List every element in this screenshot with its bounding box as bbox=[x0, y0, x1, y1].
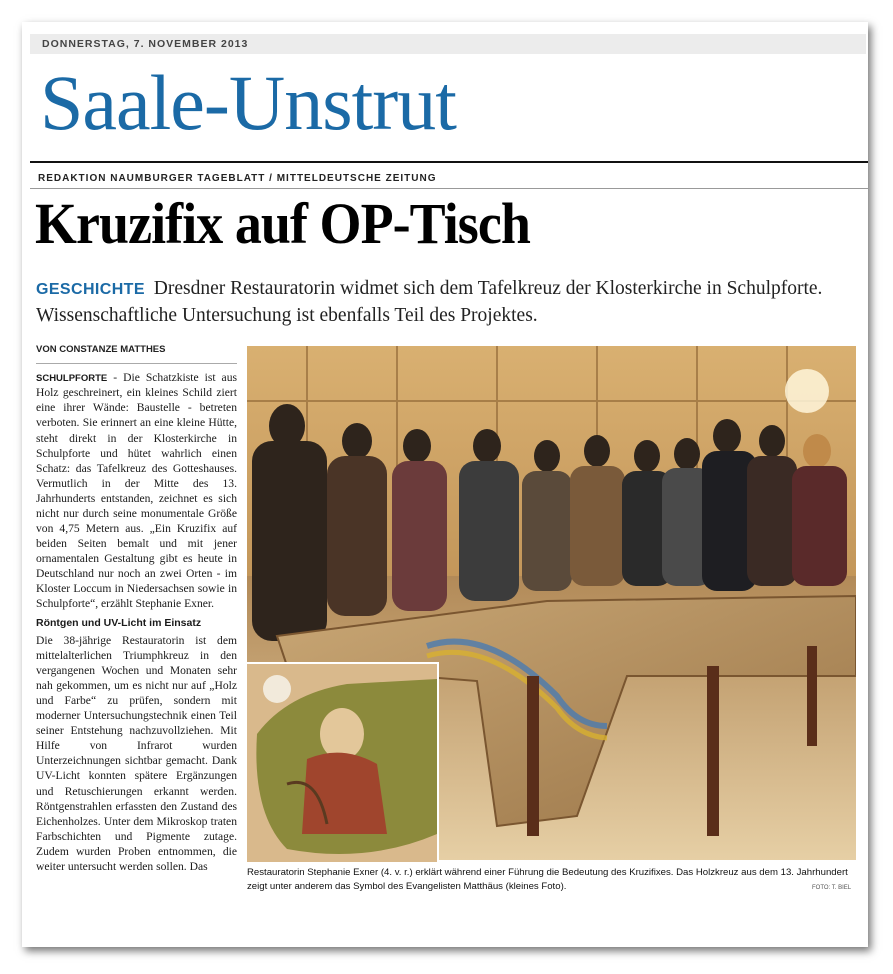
issue-date: DONNERSTAG, 7. NOVEMBER 2013 bbox=[42, 38, 249, 50]
byline-rule bbox=[36, 363, 237, 364]
dateline-bar bbox=[30, 34, 866, 54]
inset-photo bbox=[247, 662, 439, 862]
deck-kicker: GESCHICHTE bbox=[36, 281, 145, 298]
deck-text: Dresdner Restauratorin widmet sich dem Tafelkreuz der Klosterkirche in Schulpforte. Wissenschaftliche Untersuchung ist ebenfalls Teil des Projektes. bbox=[36, 278, 823, 326]
masthead-rule bbox=[30, 161, 868, 163]
photo-credit: FOTO: T. BIEL bbox=[812, 885, 852, 891]
masthead-title: Saale-Unstrut bbox=[40, 59, 456, 146]
article-body bbox=[36, 370, 237, 880]
article-subhead: Röntgen und UV-Licht im Einsatz bbox=[36, 617, 202, 630]
editorial-line: REDAKTION NAUMBURGER TAGEBLATT / MITTELDEUTSCHE ZEITUNG bbox=[38, 173, 437, 184]
divider bbox=[30, 188, 868, 189]
article-dateline: SCHULPFORTE bbox=[36, 373, 108, 384]
newspaper-page bbox=[22, 22, 868, 947]
paragraph-1 bbox=[36, 370, 237, 611]
paragraph-1-text: - Die Schatzkiste ist aus Holz geschreinert, ein kleines Schild ziert eine ihrer Wände: Baustelle - betreten verboten. Sie erinnert an eine kleine Hütte, steht direkt in der Klosterkirche in Schulpforte und hütet wahrlich einen Schatz: das Tafelkreuz des Gotteshauses. Vermutlich in der Mitte des 13. Jahrhunderts entstanden, zeichnet es sich nicht nur durch seine monumentale Größe von 4,75 Metern aus. „Ein Kruzifix auf beiden Seiten bemalt und mit jener ornamentalen Gestaltung gibt es heute in Deutschland nur noch an zwei Orten - im Kloster Loccum in Niedersachsen sowie in Schulpforte“, erzählt Stephanie Exner. bbox=[36, 371, 238, 611]
article-deck bbox=[36, 276, 846, 329]
author-byline: VON CONSTANZE MATTHES bbox=[36, 344, 166, 355]
article-headline: Kruzifix auf OP-Tisch bbox=[35, 191, 530, 256]
photo-caption: Restauratorin Stephanie Exner (4. v. r.) erklärt während einer Führung die Bedeutung des Kruzifixes. Das Holzkreuz aus dem 13. Jahrhundert zeigt unter anderem das Symbol des Evangelisten Matthäus (kleines Foto). bbox=[247, 867, 848, 892]
paragraph-2: Die 38-jährige Restauratorin ist dem mittelalterlichen Triumphkreuz in den vergangenen Wochen und Monaten sehr nah gekommen, um es nicht nur auf „Holz und Farbe“ zu prüfen, sondern mit moderner Untersuchungstechnik einen Teil seiner Entstehung nachzuvollziehen. Mit Hilfe von Infrarot wurden Unterzeichnungen sichtbar gemacht. Dank UV-Licht konnten spätere Ergänzungen und Retuschierungen erkannt werden. Röntgenstrahlen erfassten den Zustand des Eichenholzes. Unter dem Mikroskop traten Farbschichten und Pigmente zutage. Zudem wurden Proben entnommen, die weiter untersucht werden sollen. Das bbox=[36, 633, 237, 873]
